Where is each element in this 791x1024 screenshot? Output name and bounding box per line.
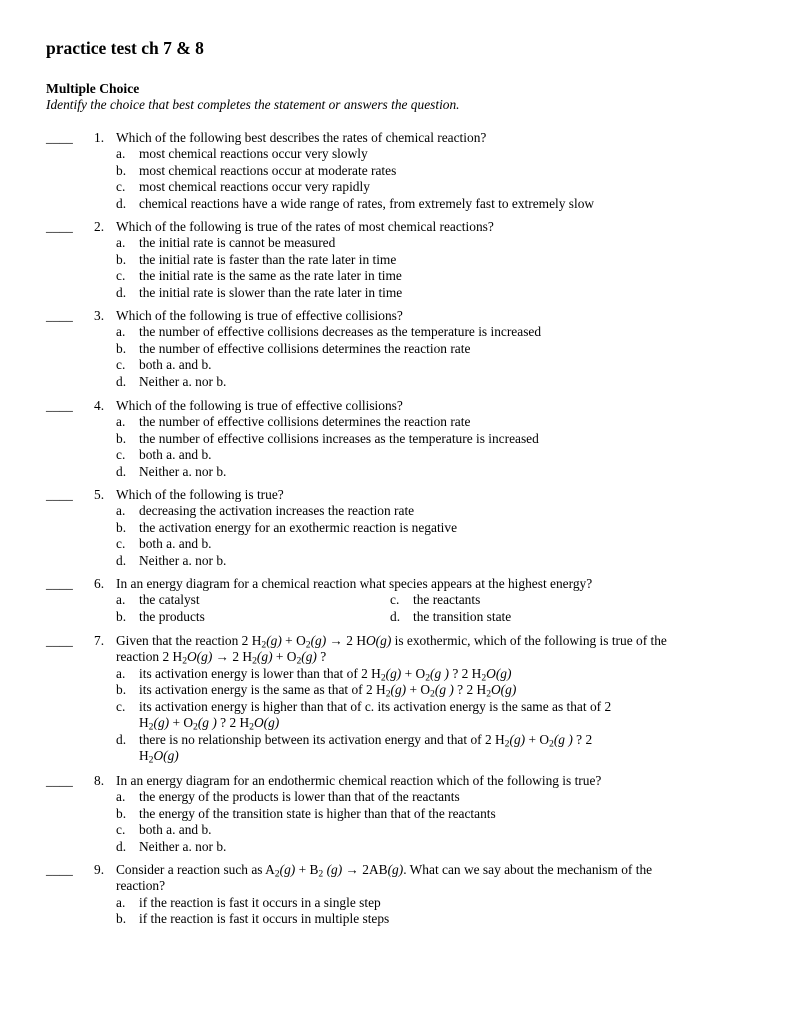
- choice-letter: c.: [116, 357, 126, 373]
- subscript: 2: [182, 655, 187, 667]
- choice-c: [116, 268, 736, 284]
- choice-text: the energy of the transition state is higher than that of the reactants: [139, 805, 496, 821]
- stem-text: + O: [272, 649, 297, 665]
- stem-text: reaction 2 H: [116, 649, 183, 665]
- choice-b: [116, 806, 736, 822]
- question-stem: Which of the following is true?: [116, 487, 284, 502]
- choice-a: [116, 789, 736, 805]
- choice-text: chemical reactions have a wide range of rates, from extremely fast to extremely slow: [139, 195, 595, 211]
- choice-letter: b.: [116, 430, 127, 446]
- phase-label: (g ): [434, 682, 454, 698]
- subscript: 2: [249, 721, 254, 733]
- question-number: 2.: [94, 219, 105, 234]
- choice-b: [116, 682, 736, 698]
- phase-label: (g): [256, 649, 273, 665]
- subscript: 2: [549, 737, 554, 749]
- choice-letter: b.: [116, 682, 127, 698]
- question-stem: In an energy diagram for an endothermic chemical reaction which of the following is true?: [116, 773, 602, 788]
- subscript: 2: [261, 639, 267, 651]
- choice-text: [139, 732, 592, 765]
- choice-a: [116, 666, 736, 682]
- choice-list: [116, 324, 736, 390]
- choice-letter: d.: [390, 608, 401, 624]
- choice-b: [116, 520, 736, 536]
- phase-label: O(g): [153, 747, 179, 763]
- phase-label: O(g): [187, 649, 213, 665]
- choice-a: [116, 414, 736, 430]
- phase-label: O(g): [253, 715, 280, 731]
- phase-label: (g): [301, 649, 317, 665]
- choice-text-part: ? 2 H: [216, 715, 250, 731]
- answer-blank: ____: [46, 130, 73, 145]
- question-number: 6.: [94, 576, 105, 591]
- choice-letter: a.: [116, 666, 126, 681]
- choice-list: [116, 146, 736, 212]
- choice-letter: b.: [116, 519, 127, 535]
- choice-text-part: + O: [525, 731, 550, 747]
- answer-blank: ____: [46, 219, 73, 234]
- choice-letter: a.: [116, 895, 126, 910]
- subscript: 2: [148, 754, 154, 766]
- choice-text-part: + O: [406, 682, 431, 698]
- choice-letter: d.: [116, 463, 127, 479]
- choice-letter: d.: [116, 838, 127, 854]
- choice-letter: b.: [116, 340, 127, 356]
- phase-label: (g): [266, 633, 282, 648]
- choice-list: [116, 666, 736, 764]
- choice-a: [116, 235, 736, 251]
- stem-text: Consider a reaction such as A: [116, 862, 275, 877]
- subscript: 2: [148, 721, 154, 733]
- choice-a: [116, 324, 736, 340]
- choice-text: if the reaction is fast it occurs in a single step: [139, 895, 381, 910]
- choice-letter: a.: [116, 324, 126, 340]
- choice-b: [116, 341, 736, 357]
- choice-text: the number of effective collisions determines the reaction rate: [139, 414, 471, 430]
- subscript: 2: [430, 688, 435, 700]
- choice-text-part: ? 2 H: [453, 682, 487, 698]
- choice-c: [116, 357, 736, 373]
- phase-label: (g): [387, 862, 404, 877]
- choice-letter: a.: [116, 414, 126, 430]
- stem-text: Given that the reaction 2 H: [116, 633, 262, 648]
- choice-letter: c.: [116, 536, 126, 552]
- choice-text: if the reaction is fast it occurs in multiple steps: [139, 911, 390, 927]
- phase-label: O(g): [491, 682, 517, 698]
- choice-text-part: there is no relationship between its activation energy and that of 2 H: [139, 731, 505, 747]
- section-title: Multiple Choice: [46, 81, 140, 96]
- choice-a: [116, 895, 736, 911]
- subscript: 2: [425, 672, 431, 684]
- choice-b: [116, 252, 736, 268]
- question-number: 7.: [94, 633, 105, 648]
- stem-text: reaction?: [116, 878, 166, 894]
- choice-text: [139, 699, 611, 732]
- phase-label: (g ): [197, 715, 217, 731]
- choice-list: [116, 503, 736, 569]
- choice-d: [116, 196, 736, 212]
- question-stem: Which of the following best describes the rates of chemical reaction?: [116, 130, 487, 145]
- choice-letter: a.: [116, 592, 126, 608]
- subscript: 2: [305, 639, 311, 651]
- choice-text: the energy of the products is lower than that of the reactants: [139, 789, 460, 805]
- phase-label: (g): [323, 862, 343, 877]
- choice-letter: a.: [116, 235, 126, 251]
- subscript: 2: [252, 655, 257, 667]
- choice-d: [116, 374, 736, 390]
- choice-text: the initial rate is faster than the rate later in time: [139, 251, 397, 267]
- subscript: 2: [296, 655, 302, 667]
- answer-blank: ____: [46, 576, 73, 591]
- answer-blank: ____: [46, 308, 73, 323]
- phase-label: (g ): [430, 666, 449, 681]
- choice-letter: a.: [116, 503, 126, 519]
- choice-text-part: H: [139, 747, 149, 763]
- choice-text: both a. and b.: [139, 822, 212, 838]
- choice-letter: d.: [116, 731, 127, 747]
- question-number: 1.: [94, 130, 105, 145]
- choice-text: Neither a. nor b.: [139, 838, 227, 854]
- choice-letter: c.: [116, 698, 126, 714]
- choice-letter: c.: [116, 268, 126, 284]
- choice-text: the catalyst: [139, 592, 200, 608]
- question-stem: Which of the following is true of effective collisions?: [116, 308, 403, 323]
- choice-text: the products: [139, 608, 205, 624]
- choice-text: Neither a. nor b.: [139, 373, 227, 389]
- choice-list: [116, 414, 736, 480]
- choice-text: both a. and b.: [139, 357, 212, 373]
- phase-label: (g): [279, 862, 296, 877]
- subscript: 2: [274, 868, 280, 880]
- choice-text: the reactants: [413, 592, 481, 608]
- stem-text: is exothermic, which of the following is true of the: [391, 633, 667, 648]
- choice-text: Neither a. nor b.: [139, 463, 227, 479]
- choice-text: the initial rate is the same as the rate later in time: [139, 268, 402, 284]
- choice-text: the initial rate is slower than the rate later in time: [139, 284, 403, 300]
- choice-text-part: + O: [169, 715, 194, 731]
- phase-label: (g ): [553, 731, 573, 747]
- question-number: 9.: [94, 862, 105, 877]
- question-stem: Which of the following is true of the rates of most chemical reactions?: [116, 219, 494, 234]
- choice-text: the number of effective collisions increases as the temperature is increased: [139, 430, 539, 446]
- answer-blank: ____: [46, 633, 73, 648]
- choice-text: both a. and b.: [139, 447, 212, 463]
- choice-text: [139, 666, 511, 682]
- choice-letter: b.: [116, 162, 127, 178]
- stem-text: → 2 H: [326, 633, 366, 648]
- choice-a: [116, 146, 736, 162]
- stem-text: + O: [281, 633, 306, 648]
- choice-b: [116, 911, 736, 927]
- phase-label: O(g): [366, 633, 392, 648]
- choice-c: [116, 447, 736, 463]
- choice-letter: c.: [390, 592, 400, 608]
- choice-text-part: ? 2 H: [448, 666, 482, 681]
- choice-letter: b.: [116, 805, 127, 821]
- question-number: 8.: [94, 773, 105, 788]
- choice-text: the activation energy for an exothermic reaction is negative: [139, 519, 458, 535]
- stem-text: → 2AB: [342, 862, 388, 877]
- phase-label: (g): [390, 682, 407, 698]
- question-number: 3.: [94, 308, 105, 323]
- choice-text-part: its activation energy is the same as that of 2 H: [139, 682, 386, 698]
- choice-b: [116, 431, 736, 447]
- choice-d: [116, 285, 736, 301]
- stem-text: ?: [316, 649, 327, 665]
- choice-letter: c.: [116, 822, 126, 838]
- choice-letter: d.: [116, 284, 127, 300]
- choice-text: Neither a. nor b.: [139, 552, 227, 568]
- subscript: 2: [193, 721, 198, 733]
- instructions: Identify the choice that best completes the statement or answers the question.: [46, 97, 460, 112]
- choice-text: most chemical reactions occur very rapidly: [139, 179, 370, 195]
- choice-c: [116, 536, 736, 552]
- choice-list: [116, 235, 736, 301]
- choice-letter: b.: [116, 608, 127, 624]
- phase-label: O(g): [486, 666, 512, 681]
- choice-letter: c.: [116, 447, 126, 463]
- choice-text: the number of effective collisions decreases as the temperature is increased: [139, 324, 542, 340]
- subscript: 2: [385, 688, 391, 700]
- subscript: 2: [318, 868, 324, 880]
- phase-label: (g): [153, 715, 170, 731]
- answer-blank: ____: [46, 773, 73, 788]
- stem-text: + B: [295, 862, 319, 877]
- page-title: practice test ch 7 & 8: [46, 38, 204, 58]
- choice-text: [139, 682, 516, 698]
- choice-d: [116, 464, 736, 480]
- choice-a: [116, 503, 736, 519]
- choice-text-part: its activation energy is higher than that of c. its activation energy is the same as that of 2: [139, 698, 612, 714]
- question-number: 5.: [94, 487, 105, 502]
- phase-label: (g): [385, 666, 402, 681]
- choice-b: [116, 163, 736, 179]
- choice-letter: d.: [116, 195, 127, 211]
- choice-text: most chemical reactions occur very slowly: [139, 146, 368, 162]
- subscript: 2: [504, 737, 510, 749]
- choice-text-part: ? 2: [572, 731, 593, 747]
- choice-text: decreasing the activation increases the reaction rate: [139, 503, 415, 519]
- answer-blank: ____: [46, 487, 73, 502]
- answer-blank: ____: [46, 862, 73, 877]
- choice-text: the transition state: [413, 608, 512, 624]
- subscript: 2: [481, 672, 487, 684]
- phase-label: (g): [509, 731, 526, 747]
- choice-list: [116, 789, 736, 855]
- choice-letter: d.: [116, 552, 127, 568]
- choice-d: [116, 553, 736, 569]
- choice-letter: a.: [116, 789, 126, 805]
- question-stem: Which of the following is true of effective collisions?: [116, 398, 403, 413]
- phase-label: (g): [310, 633, 327, 648]
- answer-blank: ____: [46, 398, 73, 413]
- choice-text-part: H: [139, 715, 149, 731]
- choice-d: [116, 839, 736, 855]
- choice-text-part: its activation energy is lower than that of 2 H: [139, 666, 381, 681]
- subscript: 2: [380, 672, 386, 684]
- choice-letter: b.: [116, 911, 127, 927]
- choice-text: the initial rate is cannot be measured: [139, 235, 336, 251]
- choice-c: [116, 179, 736, 195]
- question-stem: [116, 633, 736, 666]
- stem-text: → 2 H: [212, 649, 253, 665]
- question-stem: In an energy diagram for a chemical reaction what species appears at the highest energy?: [116, 576, 593, 591]
- choice-text: both a. and b.: [139, 536, 212, 552]
- choice-list: [116, 895, 736, 928]
- stem-text: . What can we say about the mechanism of the: [403, 862, 653, 877]
- choice-letter: b.: [116, 251, 127, 267]
- choice-text: the number of effective collisions determines the reaction rate: [139, 340, 471, 356]
- question-stem: [116, 862, 736, 895]
- choice-d: [116, 732, 736, 765]
- choice-c: [116, 699, 736, 732]
- choice-letter: a.: [116, 146, 126, 162]
- choice-letter: c.: [116, 179, 126, 195]
- choice-letter: d.: [116, 373, 127, 389]
- subscript: 2: [486, 688, 491, 700]
- question-number: 4.: [94, 398, 105, 413]
- choice-text: most chemical reactions occur at moderate rates: [139, 162, 397, 178]
- choice-text-part: + O: [401, 666, 426, 681]
- choice-c: [116, 822, 736, 838]
